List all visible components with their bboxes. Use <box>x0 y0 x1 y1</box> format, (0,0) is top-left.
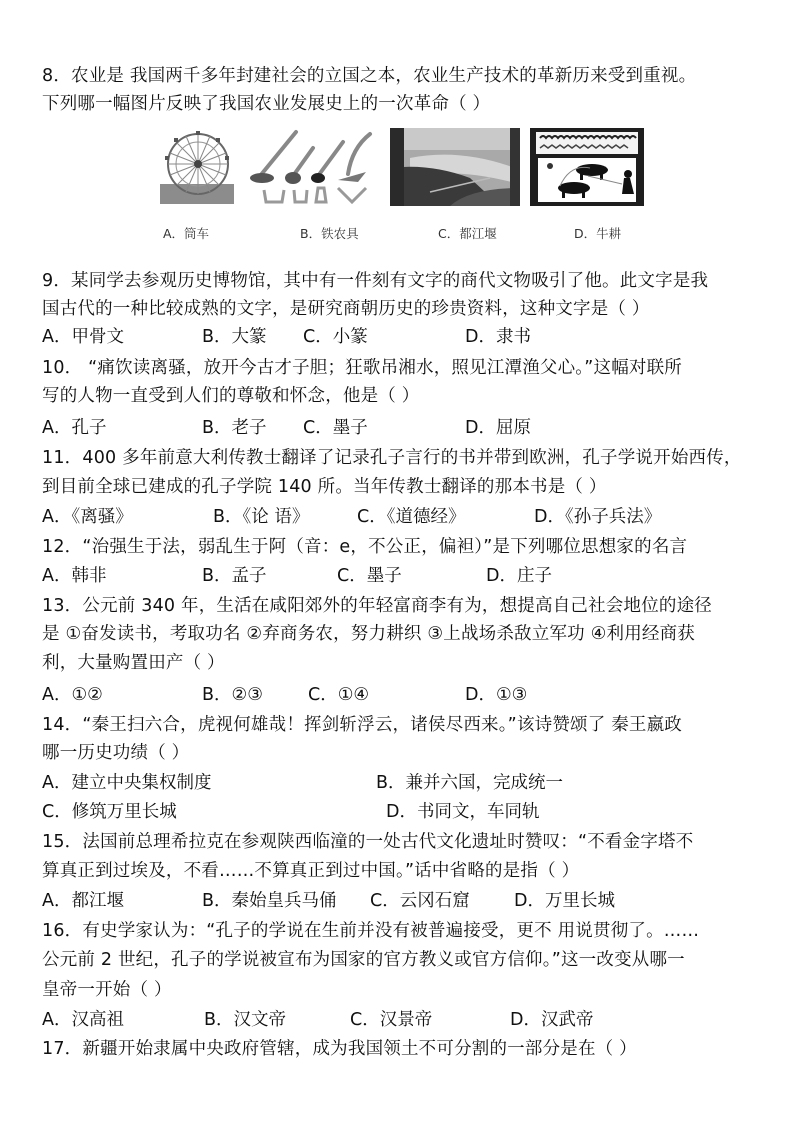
option-a[interactable]: A．建立中央集权制度 <box>42 773 212 793</box>
question-text-line: 17．新疆开始隶属中央政府管辖，成为我国领土不可分割的一部分是在（ ） <box>42 1039 637 1059</box>
option-c[interactable]: C．汉景帝 <box>350 1010 433 1030</box>
option-c[interactable]: C．墨子 <box>303 418 368 438</box>
option-c[interactable]: C．小篆 <box>303 327 368 347</box>
question-text-line: 11．400 多年前意大利传教士翻译了记录孔子言行的书并带到欧洲，孔子学说开始西传， <box>42 448 742 468</box>
dujiangyan-photo <box>390 128 520 206</box>
question-text-line: 是 ①奋发读书，考取功名 ②弃商务农，努力耕织 ③上战场杀敌立军功 ④利用经商获 <box>42 624 696 644</box>
option-d[interactable]: D．①③ <box>465 685 528 705</box>
option-d[interactable]: D．《孙子兵法》 <box>534 507 662 527</box>
question-text-line: 国古代的一种比较成熟的文字，是研究商朝历史的珍贵资料，这种文字是（ ） <box>42 299 650 319</box>
option-c[interactable]: C．《道德经》 <box>357 507 466 527</box>
option-b[interactable]: B．《论 语》 <box>213 507 310 527</box>
option-d[interactable]: D．隶书 <box>465 327 531 347</box>
question-text-line: 16．有史学家认为：“孔子的学说在生前并没有被普遍接受，更不 用说贯彻了。…… <box>42 921 700 941</box>
question-text-line: 13．公元前 340 年，生活在咸阳郊外的年轻富商李有为，想提高自己社会地位的途径 <box>42 596 712 616</box>
option-b[interactable]: B．大篆 <box>202 327 267 347</box>
option-b[interactable]: B．兼并六国，完成统一 <box>376 773 564 793</box>
question-text-line: 15．法国前总理希拉克在参观陕西临潼的一处古代文化遗址时赞叹：“不看金字塔不 <box>42 832 694 852</box>
option-a[interactable]: A．孔子 <box>42 418 107 438</box>
question-text-line: 皇帝一开始（ ） <box>42 980 172 1000</box>
option-b[interactable]: B．汉文帝 <box>204 1010 287 1030</box>
figure-row <box>158 128 648 208</box>
option-c[interactable]: C．①④ <box>308 685 370 705</box>
option-d[interactable]: D．书同文，车同轨 <box>386 802 540 822</box>
option-a[interactable]: A．韩非 <box>42 566 107 586</box>
question-text-line: 写的人物一直受到人们的尊敬和怀念，他是（ ） <box>42 386 420 406</box>
option-c[interactable]: C．墨子 <box>337 566 402 586</box>
waterwheel-image <box>158 128 236 206</box>
option-b[interactable]: B．孟子 <box>202 566 267 586</box>
question-text-line: 下列哪一幅图片反映了我国农业发展史上的一次革命（ ） <box>42 94 491 114</box>
option-a[interactable]: A．汉高祖 <box>42 1010 124 1030</box>
question-text-line: 算真正到过埃及，不看……不算真正到过中国。”话中省略的是指（ ） <box>42 861 580 881</box>
option-d[interactable]: D．汉武帝 <box>510 1010 594 1030</box>
question-text-line: 公元前 2 世纪，孔子的学说被宣布为国家的官方教义或官方信仰。”这一改变从哪一 <box>42 950 685 970</box>
option-a[interactable]: A．《离骚》 <box>42 507 133 527</box>
question-text-line: 12．“治强生于法，弱乱生于阿（音：e，不公正，偏袒）”是下列哪位思想家的名言 <box>42 537 688 557</box>
option-d[interactable]: D．万里长城 <box>514 891 615 911</box>
option-a[interactable]: A．甲骨文 <box>42 327 124 347</box>
question-text-line: 10． “痛饮读离骚，放开今古才子胆；狂歌吊湘水，照见江潭渔父心。”这幅对联所 <box>42 358 683 378</box>
option-b[interactable]: B．老子 <box>202 418 267 438</box>
option-c[interactable]: C．云冈石窟 <box>370 891 470 911</box>
figure-caption-a: A．筒车 <box>163 226 210 241</box>
option-d[interactable]: D．庄子 <box>486 566 552 586</box>
figure-caption-b: B．铁农具 <box>300 226 359 241</box>
iron-tools-image <box>248 128 378 206</box>
question-text-line: 利，大量购置田产（ ） <box>42 653 225 673</box>
figure-caption-c: C．都江堰 <box>438 226 497 241</box>
question-text-line: 到目前全球已建成的孔子学院 140 所。当年传教士翻译的那本书是（ ） <box>42 477 607 497</box>
option-d[interactable]: D．屈原 <box>465 418 531 438</box>
figure-caption-d: D．牛耕 <box>574 226 622 241</box>
question-text-line: 14．“秦王扫六合，虎视何雄哉！挥剑斩浮云，诸侯尽西来。”该诗赞颂了 秦王嬴政 <box>42 715 683 735</box>
option-c[interactable]: C．修筑万里长城 <box>42 802 177 822</box>
question-text-line: 9．某同学去参观历史博物馆，其中有一件刻有文字的商代文物吸引了他。此文字是我 <box>42 271 709 291</box>
option-b[interactable]: B．②③ <box>202 685 263 705</box>
option-a[interactable]: A．①② <box>42 685 103 705</box>
ox-plowing-image <box>530 128 644 206</box>
question-text-line: 8．农业是 我国两千多年封建社会的立国之本，农业生产技术的革新历来受到重视。 <box>42 66 697 86</box>
option-a[interactable]: A．都江堰 <box>42 891 124 911</box>
option-b[interactable]: B．秦始皇兵马俑 <box>202 891 337 911</box>
question-text-line: 哪一历史功绩（ ） <box>42 743 190 763</box>
